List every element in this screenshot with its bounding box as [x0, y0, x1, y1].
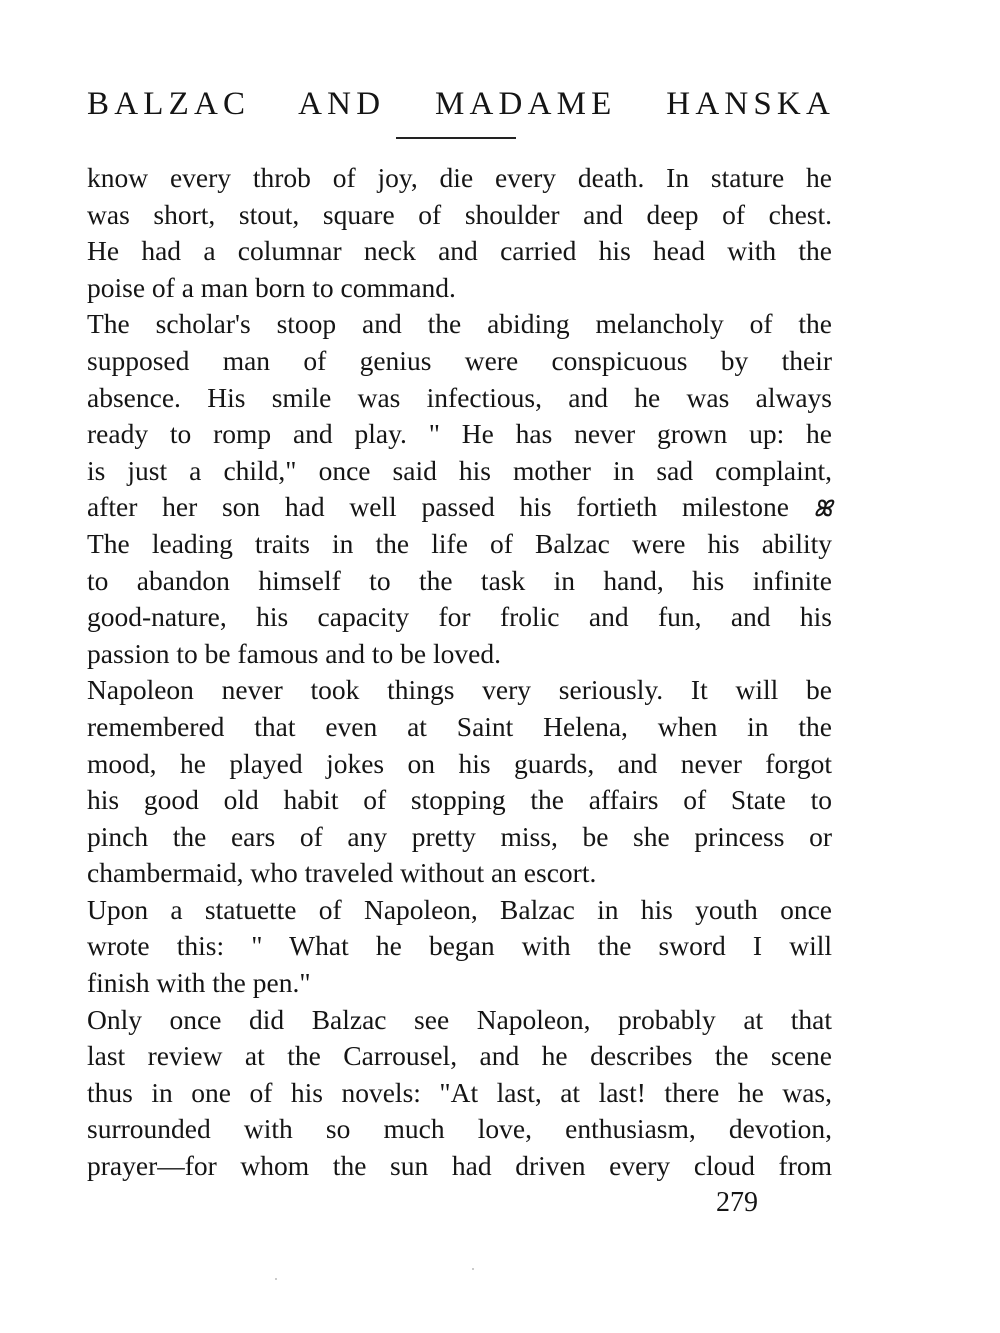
- text-line: poise of a man born to command.: [87, 271, 456, 303]
- text-line: surrounded with so much love, enthusiasm, devotion,: [87, 1113, 832, 1145]
- text-line: mood, he played jokes on his guards, and never forgot: [87, 747, 832, 779]
- paper-speck: [275, 1278, 277, 1280]
- text-line: pinch the ears of any pretty miss, be she princess or: [87, 820, 832, 852]
- text-line: to abandon himself to the task in hand, his infinite: [87, 564, 832, 596]
- text-line: chambermaid, who traveled without an escort.: [87, 857, 597, 889]
- text-line: remembered that even at Saint Helena, when in the: [87, 710, 832, 742]
- text-line: The scholar's stoop and the abiding melancholy of the: [87, 308, 832, 340]
- text-line: good-nature, his capacity for frolic and fun, and his: [87, 601, 832, 633]
- text-line: prayer—for whom the sun had driven every cloud from: [87, 1150, 832, 1182]
- text-line: after her son had well passed his fortieth milestone: [87, 491, 789, 523]
- text-line: his good old habit of stopping the affairs of State to: [87, 784, 832, 816]
- paragraph-ornament-icon: ꕤ: [813, 496, 833, 522]
- text-line: know every throb of joy, die every death. In stature he: [87, 162, 832, 193]
- text-line: wrote this: " What he began with the sword I will: [87, 930, 832, 962]
- text-line: Napoleon never took things very seriously. It will be: [87, 674, 832, 706]
- text-line-with-ornament: [87, 489, 832, 526]
- text-line: passion to be famous and to be loved.: [87, 637, 501, 669]
- text-line: last review at the Carrousel, and he describes the scene: [87, 1040, 832, 1072]
- body-text: [87, 160, 832, 1185]
- text-line: finish with the pen.": [87, 967, 311, 999]
- head-rule: [396, 137, 516, 139]
- text-line: Upon a statuette of Napoleon, Balzac in his youth once: [87, 893, 832, 925]
- text-line: supposed man of genius were conspicuous by their: [87, 344, 832, 376]
- text-line: was short, stout, square of shoulder and deep of chest.: [87, 198, 832, 230]
- text-line: He had a columnar neck and carried his head with the: [87, 235, 832, 267]
- page-number: 279: [716, 1187, 758, 1218]
- text-line: thus in one of his novels: "At last, at last! there he was,: [87, 1076, 832, 1108]
- running-head: BALZAC AND MADAME HANSKA: [87, 86, 835, 122]
- text-line: is just a child," once said his mother in sad complaint,: [87, 454, 832, 486]
- text-line: ready to romp and play. " He has never grown up: he: [87, 418, 832, 450]
- paper-speck: [472, 1268, 474, 1270]
- text-line: Only once did Balzac see Napoleon, probably at that: [87, 1003, 832, 1035]
- text-line: The leading traits in the life of Balzac were his ability: [87, 527, 832, 559]
- text-line: absence. His smile was infectious, and he was always: [87, 381, 832, 413]
